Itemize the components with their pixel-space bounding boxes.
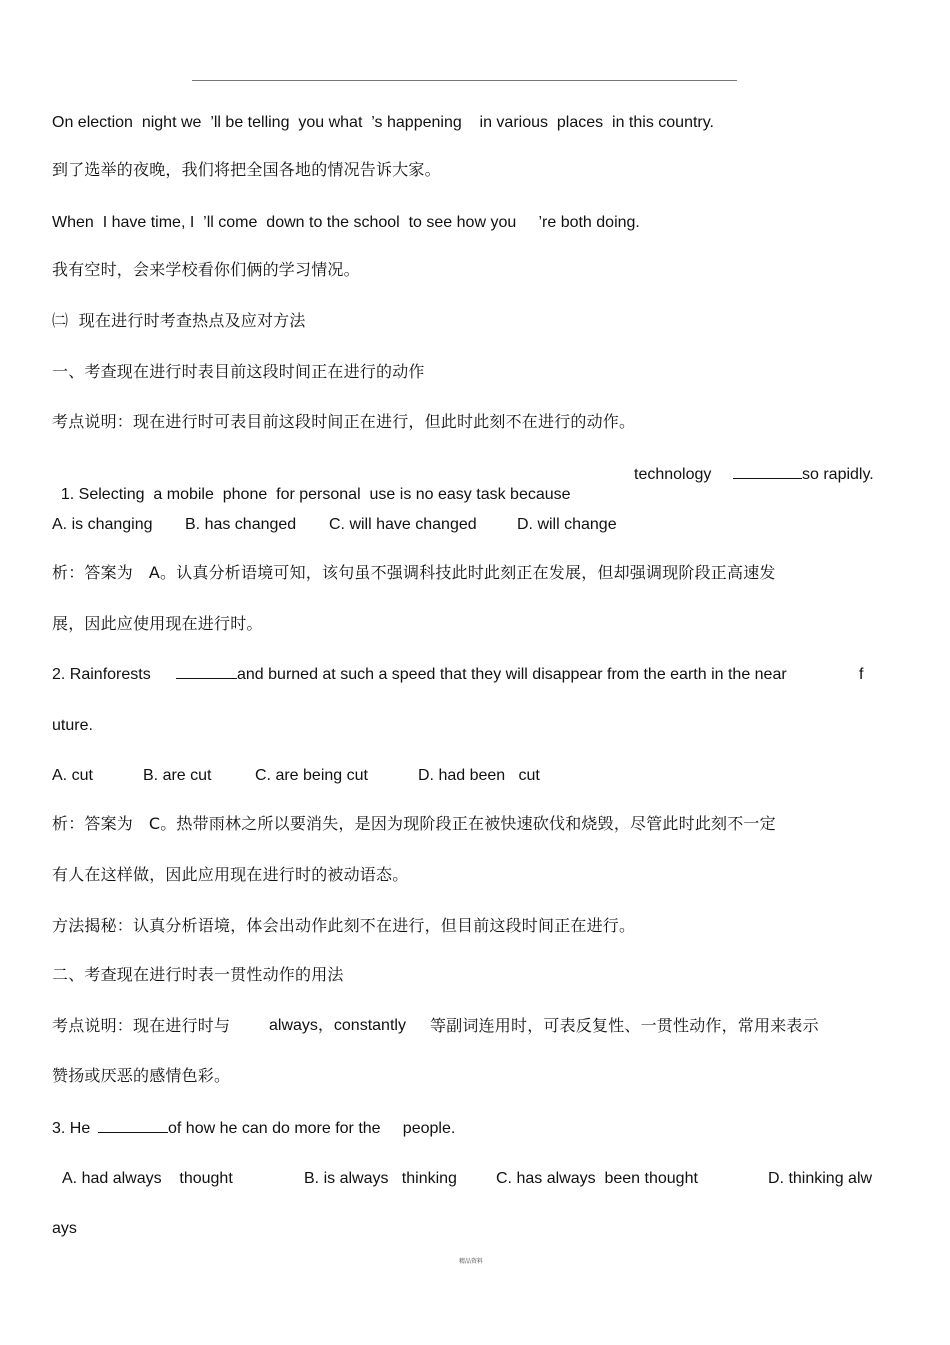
subsection-heading-2: 二、考查现在进行时表一贯性动作的用法 <box>52 965 344 984</box>
analysis-2-line-2: 有人在这样做，因此应用现在进行时的被动语态。 <box>52 865 409 884</box>
answer-blank <box>98 1120 168 1133</box>
question-1-technology: technology <box>634 466 712 483</box>
example-sentence-2: When I have time, I ’ll come down to the school to see how you ’re both doing. <box>52 214 640 231</box>
q2-option-d: D. had been cut <box>418 767 540 784</box>
q1-option-b: B. has changed <box>185 516 297 533</box>
analysis-1-line-2: 展，因此应使用现在进行时。 <box>52 614 263 633</box>
q3-option-d-wrap: ays <box>52 1220 77 1237</box>
page-footer: 精品资料 <box>459 1258 484 1265</box>
question-1-tail <box>733 465 874 485</box>
question-2-wrap: f <box>859 666 864 683</box>
point-explanation-2-line-2: 赞扬或厌恶的感情色彩。 <box>52 1066 231 1085</box>
example-sentence-1: On election night we ’ll be telling you what ’s happening in various places in this country. <box>52 114 714 131</box>
point-explanation-1: 考点说明：现在进行时可表目前这段时间正在进行，但此时此刻不在进行的动作。 <box>52 412 636 431</box>
analysis-1-line-1: 析：答案为 A。认真分析语境可知，该句虽不强调科技此时此刻正在发展，但却强调现阶段正高速发 <box>52 563 776 582</box>
subsection-heading-1: 一、考查现在进行时表目前这段时间正在进行的动作 <box>52 362 425 381</box>
question-1-text: 1. Selecting a mobile phone for personal use is no easy task because <box>60 486 571 503</box>
question-2-text: and burned at such a speed that they will disappear from the earth in the near <box>237 666 787 683</box>
question-1-end: so rapidly. <box>802 466 874 483</box>
question-2-body <box>176 665 787 685</box>
point-explanation-2-start: 考点说明：现在进行时与 <box>52 1016 231 1035</box>
question-3-text: of how he can do more for the people. <box>168 1120 456 1137</box>
analysis-2-line-1: 析：答案为 C。热带雨林之所以要消失，是因为现阶段正在被快速砍伐和烧毁，尽管此时此刻不一定 <box>52 814 776 833</box>
q3-option-b: B. is always thinking <box>304 1170 457 1187</box>
question-2-end: uture. <box>52 717 93 734</box>
q2-option-b: B. are cut <box>143 767 212 784</box>
question-3-start: 3. He <box>52 1120 91 1137</box>
method-tip: 方法揭秘：认真分析语境，体会出动作此刻不在进行，但目前这段时间正在进行。 <box>52 916 636 935</box>
q3-option-c: C. has always been thought <box>496 1170 698 1187</box>
question-1 <box>52 465 571 505</box>
q3-option-d: D. thinking alw <box>768 1170 873 1187</box>
answer-blank <box>176 666 237 679</box>
point-explanation-2-adverbs: always，constantly <box>269 1017 406 1034</box>
answer-blank <box>733 466 802 479</box>
point-explanation-2-end: 等副词连用时，可表反复性、一贯性动作，常用来表示 <box>430 1016 819 1035</box>
example-translation-2: 我有空时，会来学校看你们俩的学习情况。 <box>52 260 360 279</box>
header-rule <box>192 80 737 81</box>
question-2-start: 2. Rainforests <box>52 666 151 683</box>
q2-option-a: A. cut <box>52 767 93 784</box>
question-3-body <box>98 1119 455 1139</box>
q1-option-c: C. will have changed <box>329 516 477 533</box>
section-heading: ㈡ 现在进行时考查热点及应对方法 <box>52 311 306 330</box>
example-translation-1: 到了选举的夜晚，我们将把全国各地的情况告诉大家。 <box>52 160 441 179</box>
q3-option-a: A. had always thought <box>62 1170 233 1187</box>
q1-option-a: A. is changing <box>52 516 153 533</box>
q2-option-c: C. are being cut <box>255 767 368 784</box>
q1-option-d: D. will change <box>517 516 617 533</box>
